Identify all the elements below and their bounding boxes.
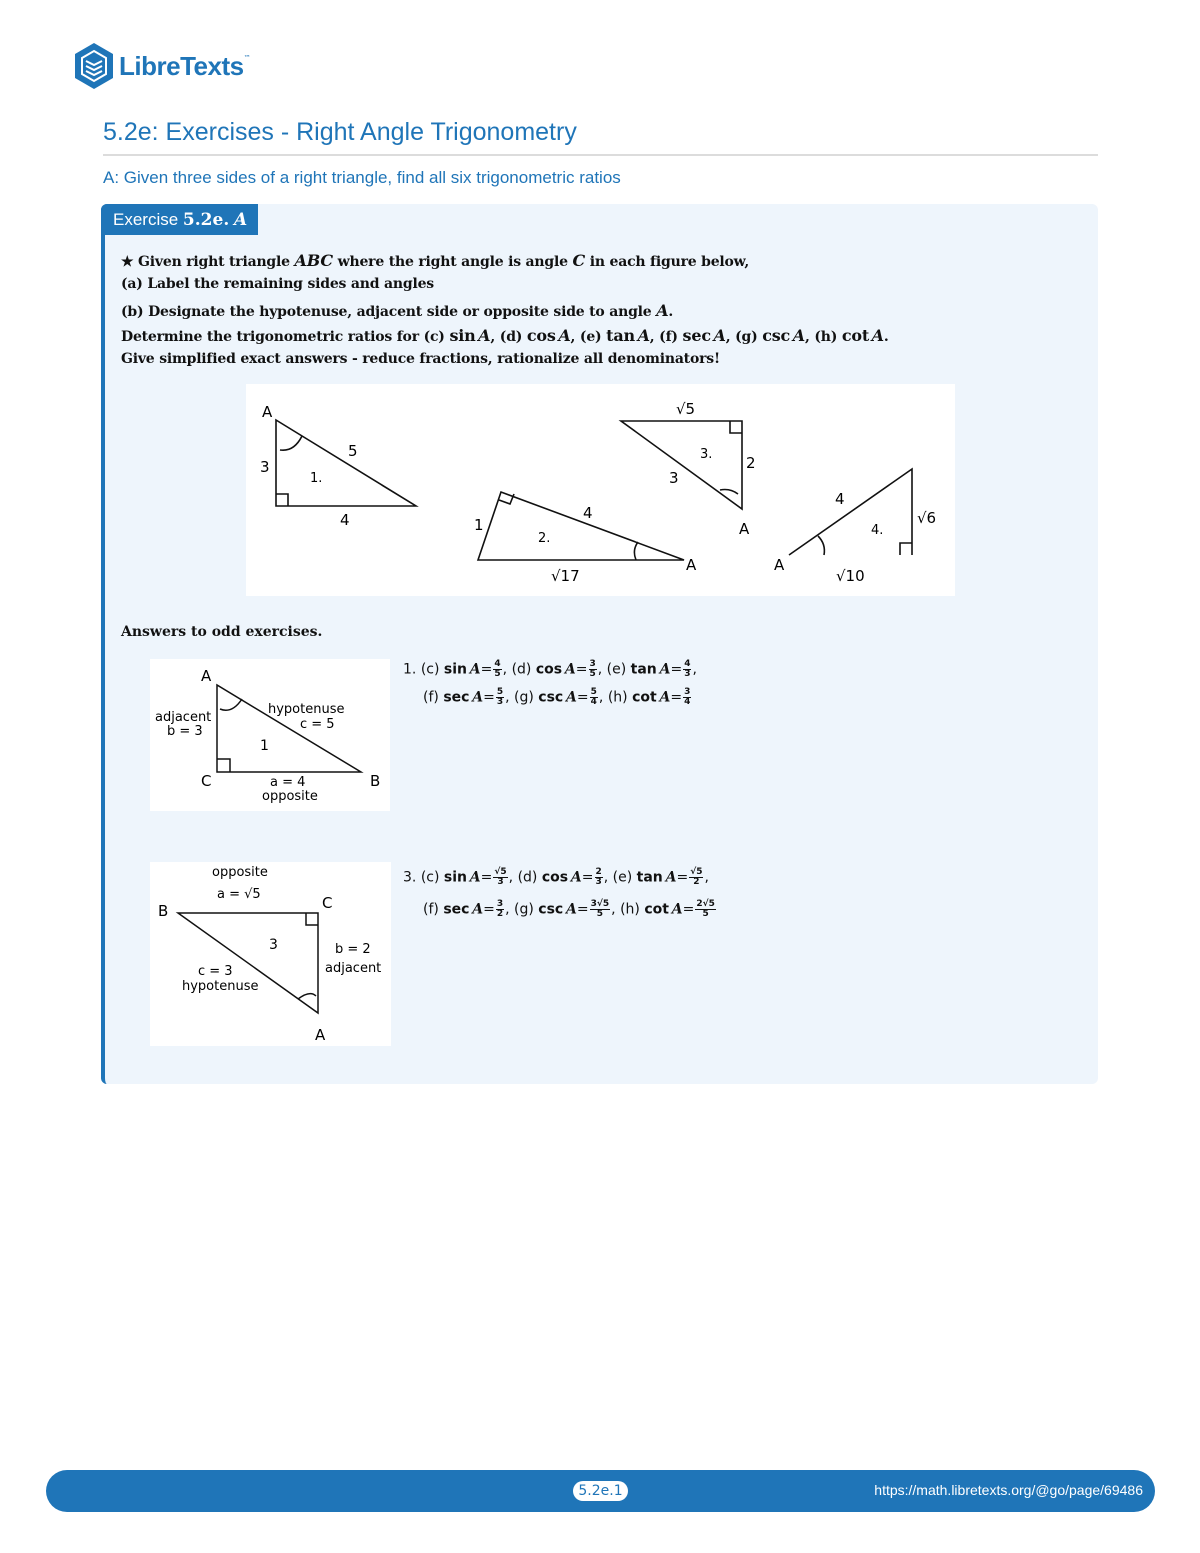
t4-side-right: √6 [917,509,937,527]
f3-hypotenuse: hypotenuse [182,979,259,994]
instruction-line-5: Give simplified exact answers - reduce fractions, rationalize all denominators! [121,351,720,367]
t3-side-right: 2 [746,454,756,472]
page-title: 5.2e: Exercises - Right Angle Trigonometry [103,118,577,146]
answer-1-row-2: (f) sec A= $\frac{5}{3}$ , (g) csc A= $\frac{5}{4}$ , (h) cot A= $\frac{3}{4}$ [423,687,691,707]
t4-side-hyp: 4 [835,490,845,508]
f1-number: 1 [260,738,269,754]
f3-a: a = √5 [217,887,261,902]
instr-part: (g) csc A, [735,326,810,345]
instr-1-post: in each figure below, [589,254,750,270]
instr-3-pre: (b) Designate the hypotenuse, adjacent side or opposite side to angle [121,304,652,320]
t1-vertex-label: A [262,403,273,421]
f1-vertex-a: A [201,667,212,685]
f1-hypotenuse: hypotenuse [268,702,345,717]
libretexts-logo[interactable] [73,40,251,92]
instr-1-pre: Given right triangle [138,254,290,270]
instr-part: (c) sin A, [423,326,496,345]
t2-vertex-label: A [686,556,697,574]
instr-part: (f) sec A, [659,326,731,345]
f3-number: 3 [269,937,278,953]
t1-side-hyp: 5 [348,442,358,460]
answer-figure-3 [150,862,391,1046]
f1-vertex-c: C [201,772,212,790]
star-icon: ★ [121,254,134,270]
exercise-letter: A [233,210,248,230]
t1-side-left: 3 [260,458,270,476]
answers-heading: Answers to odd exercises. [121,624,323,640]
f1-adjacent: adjacent [155,710,212,725]
t3-number: 3. [700,447,713,462]
instr-part: (d) cos A, [499,326,576,345]
t2-side-top: 4 [583,504,593,522]
answer-figure-1 [150,659,390,811]
f3-b: b = 2 [335,942,371,957]
answer-1-row-1: 1. (c) sin A= $\frac{4}{5}$ , (d) cos A= $\frac{3}{5}$ , (e) tan A= $\frac{4}{3}$ , [403,659,697,679]
instr-1-mid: where the right angle is angle [337,254,568,270]
instr-4-pre: Determine the trigonometric ratios for [121,329,419,345]
t2-number: 2. [538,531,551,546]
instruction-line-3 [121,301,673,320]
exercise-label: Exercise [113,210,179,229]
t4-number: 4. [871,523,884,538]
page-number: 5.2e.1 [573,1481,628,1501]
t3-vertex-label: A [739,520,750,538]
instr-1-c: C [572,251,586,270]
f1-vertex-b: B [370,772,381,790]
f3-vertex-c: C [322,894,333,912]
title-divider [103,154,1098,156]
f3-adjacent: adjacent [325,961,382,976]
instruction-line-1 [121,251,749,270]
answer-3-row-1: 3. (c) sin A= $\frac{√5}{3}$ , (d) cos A= $\frac{2}{3}$ , (e) tan A= $\frac{√5}{2}$ , [403,867,709,887]
instr-part: (e) tan A, [579,326,655,345]
t2-side-left: 1 [474,516,484,534]
f3-vertex-b: B [158,902,169,920]
libretexts-logo-icon [73,41,115,91]
instr-1-abc: ABC [294,251,333,270]
instr-part: (h) cot A. [814,326,889,345]
f1-b: b = 3 [167,724,203,739]
page-url-link[interactable]: https://math.libretexts.org/@go/page/69486 [874,1482,1143,1498]
t4-vertex-label: A [774,556,785,574]
exercise-figure [246,384,955,596]
f3-c: c = 3 [198,964,233,979]
instruction-line-4 [121,326,889,345]
t2-side-bottom: √17 [551,567,580,585]
logo-trademark: ™ [243,54,251,62]
t3-side-hyp: 3 [669,469,679,487]
instruction-line-2: (a) Label the remaining sides and angles [121,276,434,292]
f1-a: a = 4 [270,775,306,790]
t1-side-bottom: 4 [340,511,350,529]
instr-3-a: A [656,301,669,320]
answer-3-row-2: (f) sec A= $\frac{3}{2}$ , (g) csc A= $\frac{3√5}{5}$ , (h) cot A= $\frac{2√5}{5}$ [423,899,715,919]
f1-c: c = 5 [300,717,335,732]
t3-side-top: √5 [676,400,696,418]
exercise-tab [101,204,258,235]
exercise-number: 5.2e. [182,210,230,230]
f3-opposite: opposite [212,865,268,880]
logo-wordmark: LibreTexts [119,50,244,81]
f1-opposite: opposite [262,789,318,804]
section-subtitle: A: Given three sides of a right triangle, find all six trigonometric ratios [103,168,621,187]
f3-vertex-a: A [315,1026,326,1044]
instr-3-post: . [668,304,674,320]
t1-number: 1. [310,471,323,486]
t4-side-bottom: √10 [836,567,865,585]
